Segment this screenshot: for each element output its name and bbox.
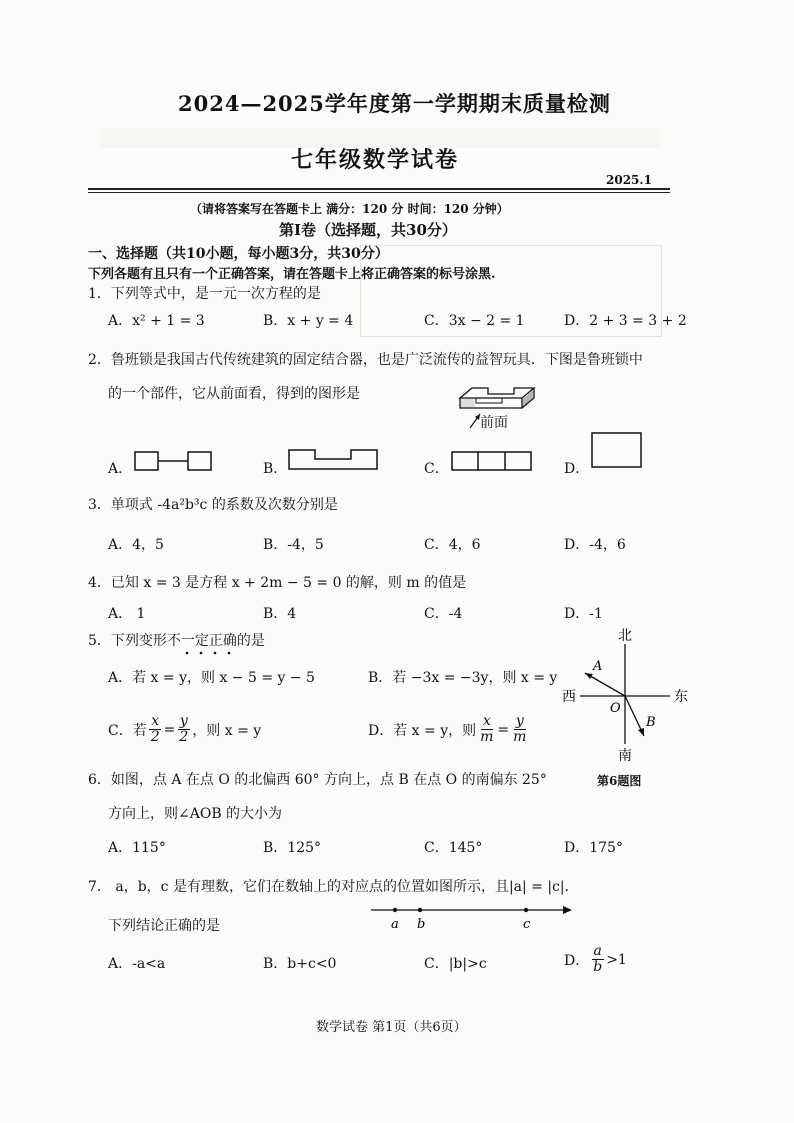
q6-stem-line2: 方向上，则∠AOB 的大小为 [108, 806, 283, 822]
header-rule-thin [88, 192, 670, 193]
number-line-b: b [417, 917, 426, 932]
equals: = [497, 721, 510, 738]
q2-shape-d [590, 431, 644, 471]
point-c [524, 908, 528, 912]
front-label: 前面 [480, 415, 508, 431]
q6-option-c: C．145° [424, 840, 483, 856]
figure6-caption: 第6题图 [597, 774, 642, 788]
frac-num: y [515, 713, 524, 729]
point-o-label: O [610, 701, 621, 716]
q1-option-c: C．3x − 2 = 1 [424, 313, 525, 329]
q3-option-a: A．4，5 [108, 537, 164, 553]
q5-frac-x2 [149, 714, 162, 745]
q5-option-c [108, 714, 261, 745]
frac-num: y [179, 713, 188, 729]
volume-title: 第Ⅰ卷（选择题，共30分） [279, 221, 457, 239]
q5-frac-xm [478, 714, 495, 745]
q2-option-d: D． [564, 461, 590, 477]
q5-option-b: B．若 −3x = −3y，则 x = y [368, 670, 558, 686]
frac-den: 2 [150, 729, 160, 745]
q7-option-c: C．|b|>c [424, 956, 487, 972]
q7-option-d [564, 944, 627, 975]
frac-num: x [151, 713, 160, 729]
q7-stem-line1: 7． a，b，c 是有理数，它们在数轴上的对应点的位置如图所示，且|a| = |c|． [88, 879, 579, 895]
point-a [393, 908, 397, 912]
q4-option-a: A． 1 [108, 606, 146, 622]
number-line-c: c [523, 917, 531, 932]
q7-option-b: B．b+c<0 [263, 956, 337, 972]
q6-stem-line1: 6．如图，点 A 在点 O 的北偏西 60° 方向上，点 B 在点 O 的南偏东 25° [88, 772, 547, 788]
frac-den: 2 [179, 729, 189, 745]
q4-option-d: D．-1 [564, 606, 603, 622]
q3-stem: 3．单项式 -4a²b³c 的系数及次数分别是 [88, 497, 338, 513]
q1-option-a: A．x² + 1 = 3 [108, 313, 205, 329]
exam-subtitle: 七年级数学试卷 [291, 147, 460, 173]
compass-west: 西 [562, 689, 576, 705]
q3-option-d: D．-4，6 [564, 537, 626, 553]
q5-option-a: A．若 x = y，则 x − 5 = y − 5 [108, 670, 315, 686]
exam-title: 2024—2025学年度第一学期期末质量检测 [178, 91, 611, 116]
q2-option-c: C． [424, 461, 449, 477]
section-heading: 一、选择题（共10小题，每小题3分，共30分） [88, 246, 389, 262]
frac-den: m [480, 729, 494, 745]
compass-north: 北 [618, 628, 632, 644]
compass-south: 南 [618, 748, 632, 764]
q1-option-d: D．2 + 3 = 3 + 2 [564, 313, 687, 329]
q5-frac-y2 [177, 714, 190, 745]
number-line [368, 898, 578, 932]
q6-option-b: B．125° [263, 840, 322, 856]
q7-option-a: A．-a<a [108, 956, 166, 972]
q2-shape-c [450, 449, 534, 473]
exam-date: 2025.1 [606, 173, 652, 187]
q7-option-d-prefix: D． [564, 952, 590, 969]
point-b [418, 908, 422, 912]
frac-num: a [593, 943, 602, 959]
q7-stem-line2: 下列结论正确的是 [108, 918, 220, 934]
emphasis-dots [183, 650, 253, 656]
q2-shape-a [133, 449, 215, 473]
q6-option-a: A．115° [108, 840, 166, 856]
frac-den: m [513, 729, 527, 745]
q3-option-b: B．-4，5 [263, 537, 324, 553]
frac-num: x [482, 713, 491, 729]
point-b-label: B [646, 715, 656, 730]
q7-option-d-suffix: >1 [606, 951, 627, 968]
q2-shape-b [287, 447, 381, 473]
section-directions: 下列各题有且只有一个正确答案，请在答题卡上将正确答案的标号涂黑. [88, 267, 496, 282]
q5-option-d-prefix: D．若 x = y，则 [368, 722, 477, 739]
q2-stem-line1: 2．鲁班锁是我国古代传统建筑的固定结合器，也是广泛流传的益智玩具．下图是鲁班锁中 [88, 352, 643, 368]
page-footer: 数学试卷 第1页（共6页） [316, 1020, 467, 1035]
q4-option-b: B．4 [263, 606, 297, 622]
q6-option-d: D．175° [564, 840, 623, 856]
q2-option-a: A． [108, 461, 133, 477]
header-rule [88, 188, 670, 190]
number-line-a: a [391, 917, 399, 932]
number-line-arrow [563, 906, 572, 914]
q5-option-d [368, 714, 530, 745]
q5-option-c-prefix: C．若 [108, 722, 147, 739]
q5-frac-ym [511, 714, 528, 745]
instructions: （请将答案写在答题卡上 满分：120 分 时间：120 分钟） [190, 202, 509, 216]
q5-option-c-suffix: ，则 x = y [192, 722, 262, 739]
q2-stem-line2: 的一个部件，它从前面看，得到的图形是 [108, 386, 360, 402]
q2-option-b: B． [263, 461, 288, 477]
q3-option-c: C．4，6 [424, 537, 481, 553]
q4-stem: 4．已知 x = 3 是方程 x + 2m − 5 = 0 的解，则 m 的值是 [88, 575, 467, 591]
q1-option-b: B．x + y = 4 [263, 313, 354, 329]
frac-den: b [593, 959, 603, 975]
compass-figure [560, 626, 700, 766]
q5-stem: 5．下列变形不一定正确的是 [88, 633, 265, 649]
q7-frac-ab [591, 944, 604, 975]
q1-stem: 1．下列等式中，是一元一次方程的是 [88, 286, 321, 302]
compass-east: 东 [674, 689, 688, 705]
q4-option-c: C．-4 [424, 606, 463, 622]
point-a-label: A [593, 659, 603, 674]
equals: = [163, 721, 176, 738]
